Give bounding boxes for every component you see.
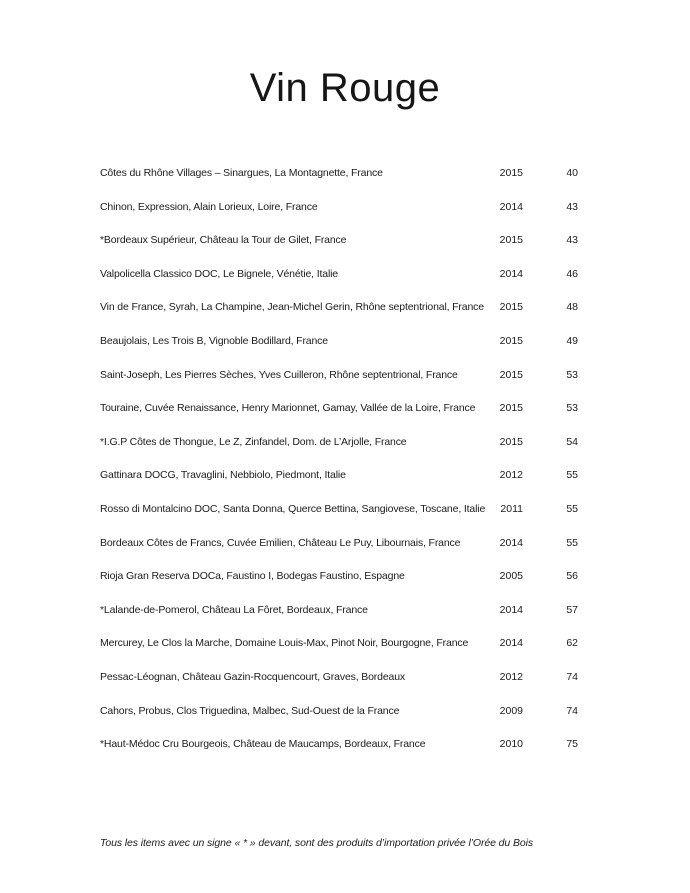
wine-vintage: 2011 xyxy=(500,502,523,515)
wine-vintage: 2015 xyxy=(499,435,523,448)
wine-row xyxy=(100,402,578,436)
wine-price: 46 xyxy=(566,267,578,280)
wine-row xyxy=(100,537,578,571)
wine-price: 49 xyxy=(566,334,578,347)
wine-row xyxy=(100,570,578,604)
wine-name: Rioja Gran Reserva DOCa, Faustino I, Bodegas Faustino, Espagne xyxy=(100,570,405,583)
wine-vintage: 2010 xyxy=(499,738,523,751)
wine-name: *I.G.P Côtes de Thongue, Le Z, Zinfandel, Dom. de L’Arjolle, France xyxy=(100,435,407,448)
wine-price: 74 xyxy=(566,670,578,683)
import-footnote: Tous les items avec un signe « * » devant, sont des produits d’importation privée l’Orée du Bois xyxy=(100,837,534,849)
wine-price: 43 xyxy=(566,234,578,247)
wine-row xyxy=(100,503,578,537)
wine-row xyxy=(100,234,578,268)
page-title: Vin Rouge xyxy=(249,66,441,110)
wine-price: 43 xyxy=(566,200,578,213)
wine-price: 55 xyxy=(566,469,578,482)
wine-vintage: 2014 xyxy=(499,603,523,616)
wine-name: Vin de France, Syrah, La Champine, Jean-Michel Gerin, Rhône septentrional, France xyxy=(100,301,484,314)
wine-price: 53 xyxy=(566,402,578,415)
wine-vintage: 2015 xyxy=(499,234,523,247)
wine-row xyxy=(100,705,578,739)
wine-name: Côtes du Rhône Villages – Sinargues, La Montagnette, France xyxy=(100,167,383,179)
wine-name: Gattinara DOCG, Travaglini, Nebbiolo, Piedmont, Italie xyxy=(100,469,346,482)
wine-name: Pessac-Léognan, Château Gazin-Rocquencourt, Graves, Bordeaux xyxy=(100,670,406,683)
wine-vintage: 2015 xyxy=(499,167,523,179)
wine-vintage: 2015 xyxy=(499,368,523,381)
wine-vintage: 2015 xyxy=(499,402,523,415)
wine-vintage: 2014 xyxy=(499,267,523,280)
wine-name: *Lalande-de-Pomerol, Château La Fôret, Bordeaux, France xyxy=(100,603,368,616)
wine-name: Mercurey, Le Clos la Marche, Domaine Louis-Max, Pinot Noir, Bourgogne, France xyxy=(100,637,469,650)
wine-price: 55 xyxy=(566,502,578,515)
wine-row xyxy=(100,301,578,335)
wine-row xyxy=(100,469,578,503)
wine-vintage: 2015 xyxy=(499,334,523,347)
wine-vintage: 2009 xyxy=(499,704,523,717)
wine-name: *Haut-Médoc Cru Bourgeois, Château de Maucamps, Bordeaux, France xyxy=(100,738,426,751)
wine-name: Beaujolais, Les Trois B, Vignoble Bodillard, France xyxy=(100,334,328,347)
wine-row xyxy=(100,604,578,638)
wine-price: 53 xyxy=(566,368,578,381)
wine-row xyxy=(100,369,578,403)
wine-price: 55 xyxy=(566,536,578,549)
wine-price: 48 xyxy=(566,301,578,314)
wine-vintage: 2014 xyxy=(499,200,523,213)
wine-name: Rosso di Montalcino DOC, Santa Donna, Querce Bettina, Sangiovese, Toscane, Italie xyxy=(100,502,486,515)
wine-name: Touraine, Cuvée Renaissance, Henry Marionnet, Gamay, Vallée de la Loire, France xyxy=(100,402,476,415)
wine-row xyxy=(100,201,578,235)
wine-price: 57 xyxy=(566,603,578,616)
wine-name: Chinon, Expression, Alain Lorieux, Loire, France xyxy=(100,200,318,213)
wine-price: 56 xyxy=(566,570,578,583)
wine-name: Saint-Joseph, Les Pierres Sèches, Yves Cuilleron, Rhône septentrional, France xyxy=(100,368,458,381)
wine-name: *Bordeaux Supérieur, Château la Tour de Gilet, France xyxy=(100,234,347,247)
wine-price: 74 xyxy=(566,704,578,717)
wine-list xyxy=(100,167,578,772)
wine-row xyxy=(100,268,578,302)
wine-vintage: 2015 xyxy=(499,301,523,314)
wine-row xyxy=(100,637,578,671)
wine-vintage: 2014 xyxy=(499,637,523,650)
wine-vintage: 2012 xyxy=(499,670,523,683)
wine-vintage: 2014 xyxy=(499,536,523,549)
wine-price: 54 xyxy=(566,435,578,448)
wine-price: 75 xyxy=(566,738,578,751)
wine-row xyxy=(100,738,578,772)
wine-name: Cahors, Probus, Clos Triguedina, Malbec, Sud-Ouest de la France xyxy=(100,704,400,717)
wine-price: 40 xyxy=(566,167,578,179)
wine-name: Valpolicella Classico DOC, Le Bignele, Vénétie, Italie xyxy=(100,267,338,280)
wine-price: 62 xyxy=(566,637,578,650)
wine-row xyxy=(100,671,578,705)
wine-row xyxy=(100,436,578,470)
wine-vintage: 2005 xyxy=(499,570,523,583)
wine-vintage: 2012 xyxy=(499,469,523,482)
wine-row xyxy=(100,335,578,369)
wine-name: Bordeaux Côtes de Francs, Cuvée Emilien, Château Le Puy, Libournais, France xyxy=(100,536,461,549)
wine-row xyxy=(100,167,578,201)
